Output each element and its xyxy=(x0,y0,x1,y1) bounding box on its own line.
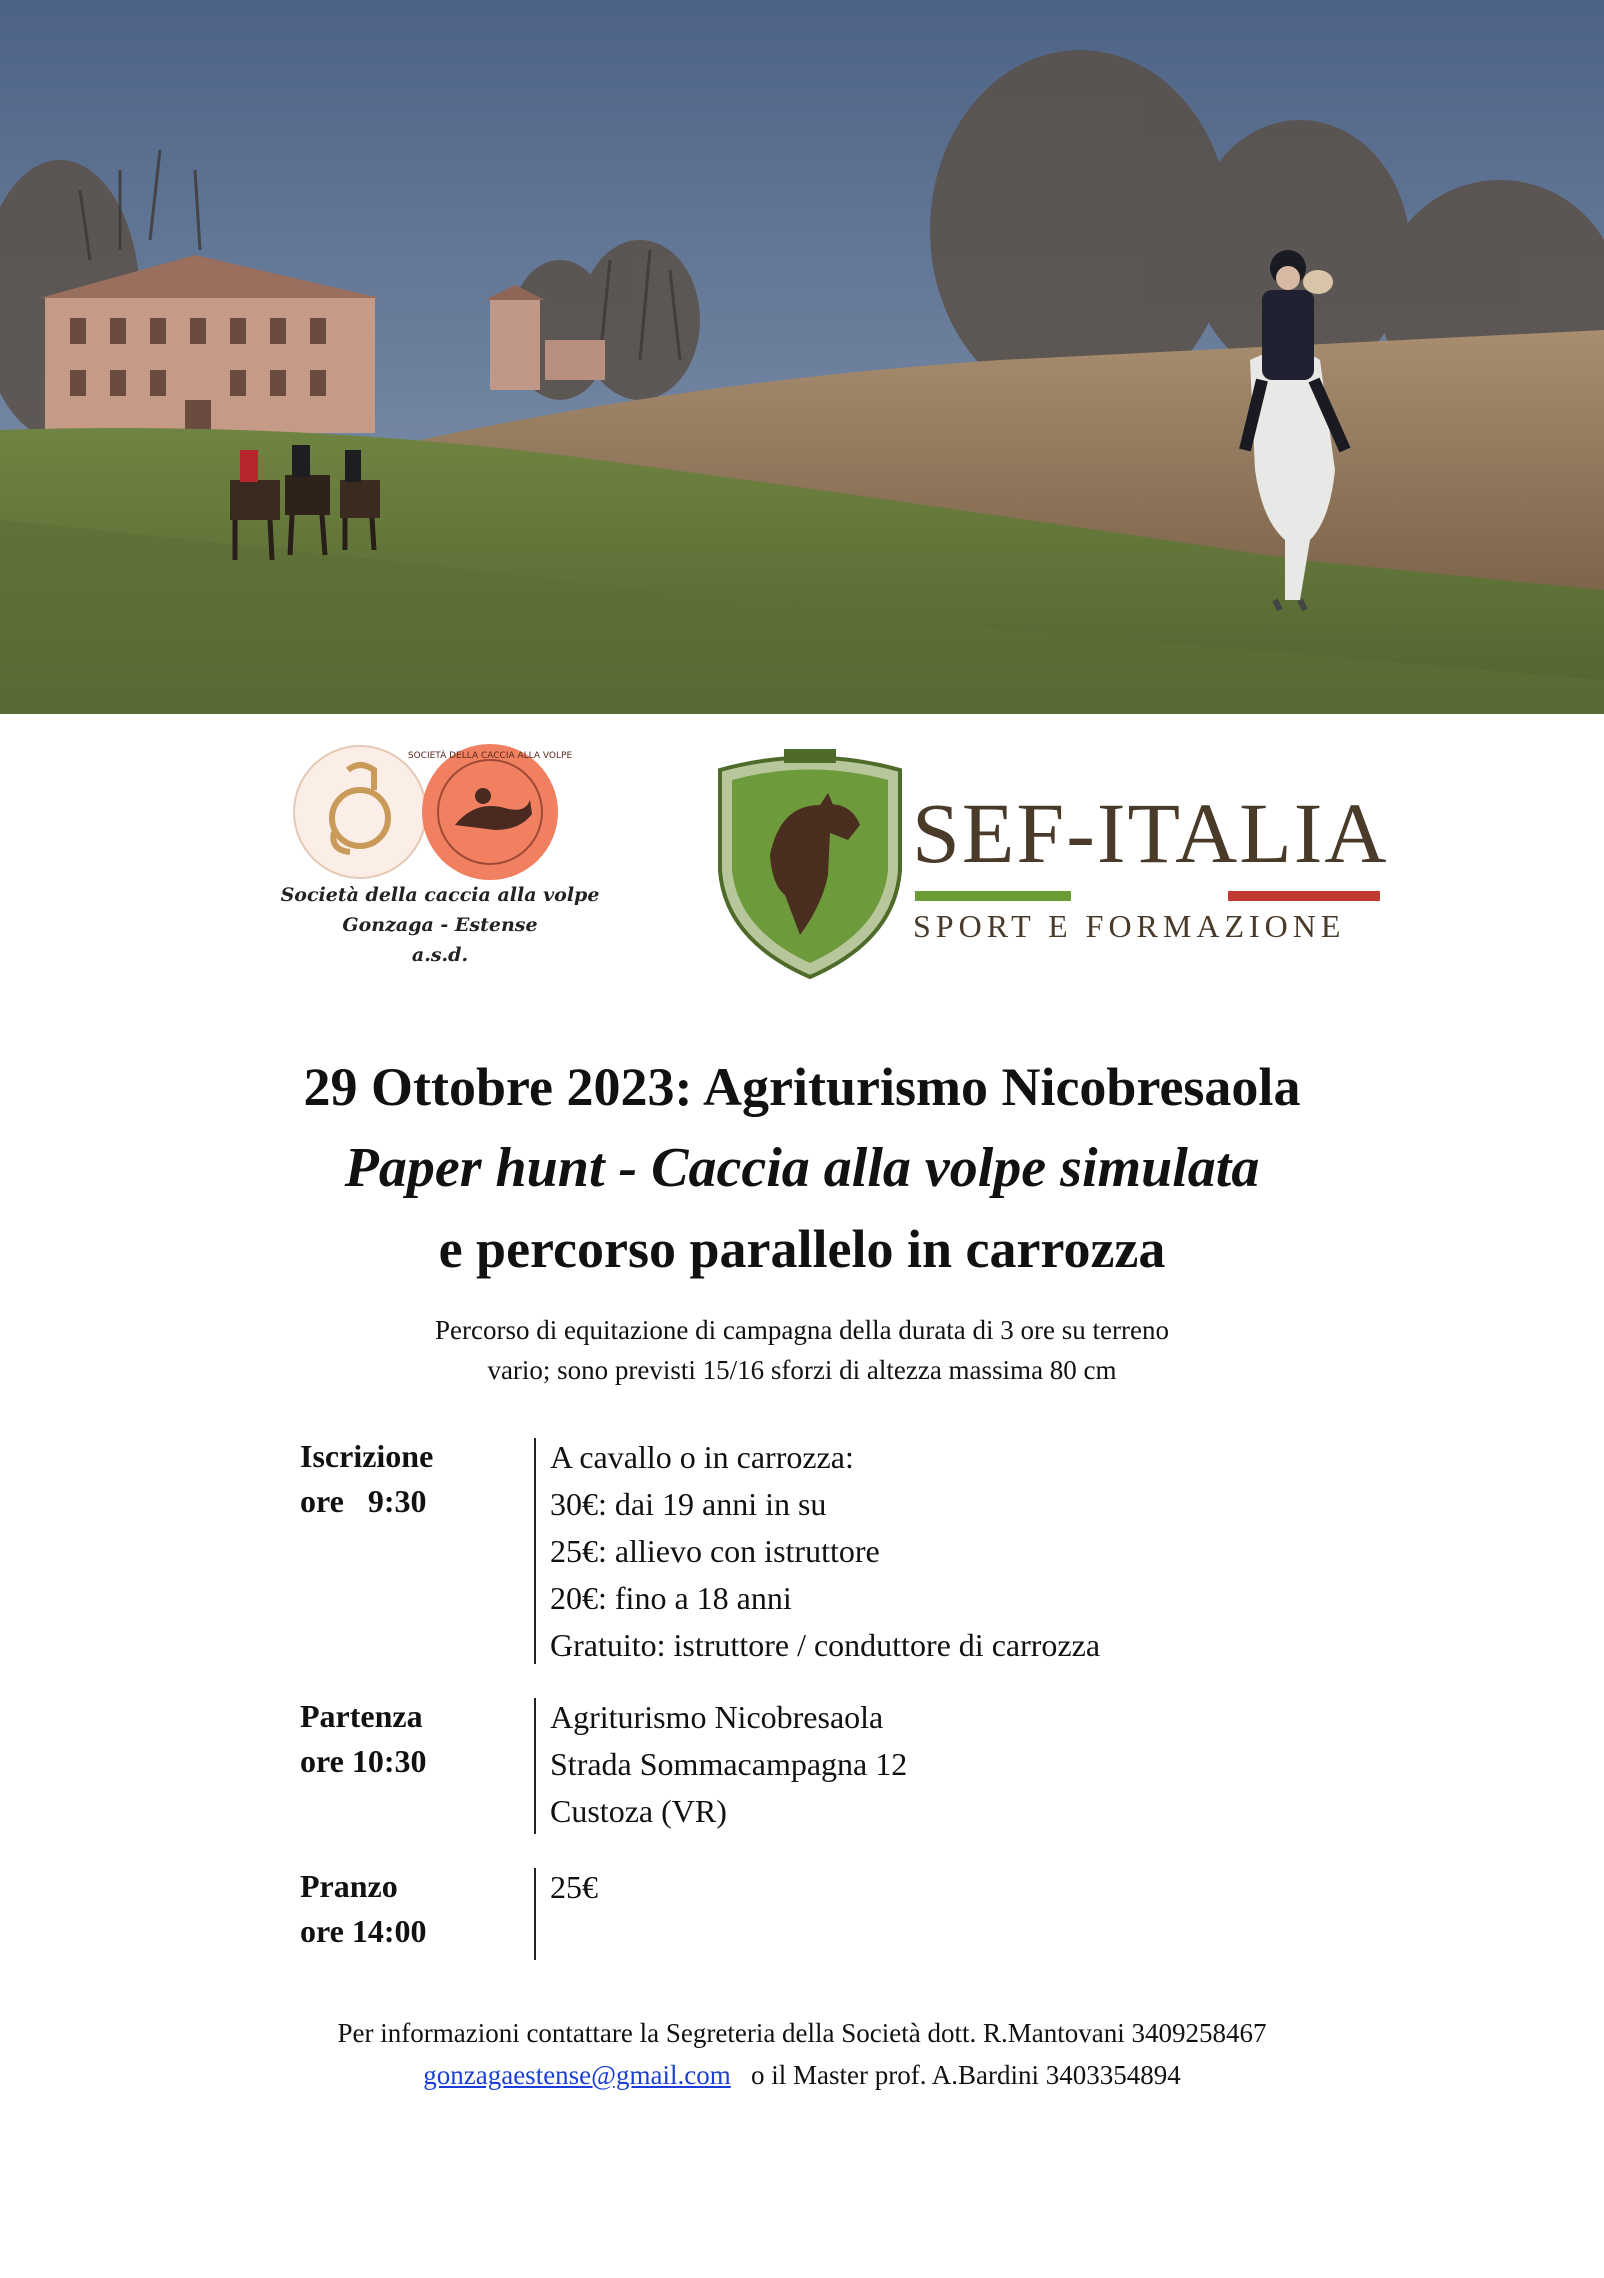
event-subtitle-2: e percorso parallelo in carrozza xyxy=(438,1219,1166,1279)
email-link[interactable]: gonzagaestense@gmail.com xyxy=(423,2060,731,2090)
italian-flag-green-stripe xyxy=(915,891,1071,901)
schedule-label xyxy=(300,1864,520,1954)
value-line: 20€: fino a 18 anni xyxy=(550,1580,792,1616)
label-title: Pranzo xyxy=(300,1868,398,1904)
emblem-text: SOCIETÀ DELLA CACCIA ALLA VOLPE xyxy=(407,751,573,761)
society-name xyxy=(220,880,660,970)
value-line: A cavallo o in carrozza: xyxy=(550,1439,854,1475)
label-time: ore 9:30 xyxy=(300,1483,427,1519)
horse-shield-icon xyxy=(710,745,910,985)
value-line: Agriturismo Nicobresaola xyxy=(550,1699,884,1735)
value-line: 25€: allievo con istruttore xyxy=(550,1533,880,1569)
event-title: 29 Ottobre 2023: Agriturismo Nicobresaola xyxy=(303,1057,1301,1117)
fox-hunt-photo-icon xyxy=(0,0,1604,714)
description-line-1: Percorso di equitazione di campagna della durata di 3 ore su terreno xyxy=(435,1315,1169,1345)
divider xyxy=(534,1438,536,1664)
society-line-3: a.s.d. xyxy=(411,944,469,966)
value-line: Gratuito: istruttore / conduttore di carrozza xyxy=(550,1627,1101,1663)
divider xyxy=(534,1868,536,1960)
value-line: 25€ xyxy=(550,1869,598,1905)
sef-italia-subtitle: SPORT E FORMAZIONE xyxy=(913,908,1346,944)
event-description xyxy=(240,1310,1364,1390)
contact-info: Per informazioni contattare la Segreteria della Società dott. R.Mantovani 3409258467 xyxy=(337,2018,1267,2048)
contact-info-2 xyxy=(0,2054,1604,2096)
schedule-values xyxy=(550,1864,598,1911)
value-line: Strada Sommacampagna 12 xyxy=(550,1746,908,1782)
value-line: Custoza (VR) xyxy=(550,1793,727,1829)
value-line: 30€: dai 19 anni in su xyxy=(550,1486,827,1522)
society-line-1: Società della caccia alla volpe xyxy=(280,884,600,906)
schedule-partenza xyxy=(300,1694,1400,1834)
sef-italia-name: SEF-ITALIA xyxy=(912,785,1389,881)
schedule-iscrizione xyxy=(300,1434,1400,1666)
divider xyxy=(534,1698,536,1834)
schedule-values xyxy=(550,1694,907,1835)
description-line-2: vario; sono previsti 15/16 sforzi di altezza massima 80 cm xyxy=(487,1355,1117,1385)
italian-flag-red-stripe xyxy=(1228,891,1380,901)
label-title: Partenza xyxy=(300,1698,423,1734)
label-title: Iscrizione xyxy=(300,1438,434,1474)
hero-photo xyxy=(0,0,1604,714)
schedule-label xyxy=(300,1694,520,1784)
schedule-values xyxy=(550,1434,1100,1669)
label-time: ore 14:00 xyxy=(300,1913,427,1949)
schedule-label xyxy=(300,1434,520,1524)
label-time: ore 10:30 xyxy=(300,1743,427,1779)
schedule-pranzo xyxy=(300,1864,1400,1964)
master-contact: o il Master prof. A.Bardini 3403354894 xyxy=(751,2060,1181,2090)
society-line-2: Gonzaga - Estense xyxy=(342,914,538,936)
event-subtitle: Paper hunt - Caccia alla volpe simulata xyxy=(344,1137,1260,1199)
